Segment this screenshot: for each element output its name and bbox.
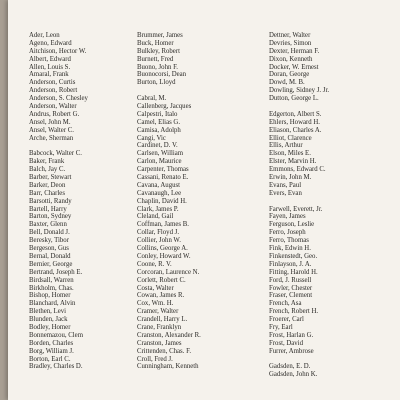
name-entry: Fitting, Harold H. (269, 268, 318, 276)
name-entry: Beresky, Tibor (29, 237, 69, 245)
name-entry: Cranston, James (137, 339, 182, 347)
name-entry: Babcock, Walter C. (29, 150, 82, 158)
name-entry: Elster, Marvin H. (269, 158, 317, 166)
name-entry: Fowler, Chester (269, 284, 313, 292)
name-entry: Calpestri, Italo (137, 110, 178, 118)
name-entry: Bartell, Harry (29, 205, 67, 213)
name-entry: Coffman, James B. (137, 221, 189, 229)
name-entry: Doran, George (269, 71, 310, 79)
name-entry: Carpenter, Thomas (137, 166, 189, 174)
name-entry: Ferguson, Leslie (269, 221, 315, 229)
name-entry: Buonocorsi, Dean (137, 71, 187, 79)
name-entry: Cassani, Renato E. (137, 174, 189, 182)
name-entry: Fry, Earl (269, 323, 293, 331)
name-entry: Corlett, Robert C. (137, 276, 186, 284)
name-entry: Barsotti, Randy (29, 197, 72, 205)
name-entry: Frost, David (269, 339, 303, 347)
name-entry: Albert, Edward (29, 55, 71, 63)
name-entry: Ford, J. Russell (269, 276, 312, 284)
name-entry: Cavanaugh, Lee (137, 189, 182, 197)
name-entry: Fink, Edwin H. (269, 245, 311, 253)
name-entry: Bergeson, Gus (29, 245, 69, 253)
name-entry: Barber, Stewart (29, 174, 72, 182)
name-entry: Cox, Wm. H. (137, 300, 174, 308)
name-entry: Cabral, M. (137, 95, 167, 103)
name-entry: Ageno, Edward (29, 39, 72, 47)
name-entry: Coone, R. V. (137, 260, 172, 268)
name-entry: Finlayson, J. A. (269, 260, 312, 268)
name-entry: Finkenstedt, Geo. (269, 252, 318, 260)
name-entry: Collar, Floyd J. (137, 229, 180, 237)
name-entry: Docker, W. Ernest (269, 63, 319, 71)
name-entry: Allen, Louis S. (29, 63, 71, 71)
name-entry: Cowan, James R. (137, 292, 185, 300)
name-entry: Evans, Paul (269, 181, 302, 189)
name-entry: Ferro, Joseph (269, 229, 306, 237)
name-entry: Collier, John W. (137, 237, 181, 245)
name-entry: Arche, Sherman (29, 134, 74, 142)
name-entry: Crane, Franklyn (137, 323, 182, 331)
name-entry: French, Robert H. (269, 308, 319, 316)
name-entry: Collins, George A. (137, 245, 188, 253)
name-entry: Bradley, Charles D. (29, 363, 83, 371)
section-gap (269, 356, 329, 364)
name-entry: Bernal, Donald (29, 252, 71, 260)
name-entry: Barker, Deon (29, 181, 66, 189)
name-entry: Elson, Miles E. (269, 150, 311, 158)
name-entry: Blethen, Levi (29, 308, 66, 316)
name-entry: Conley, Howard W. (137, 252, 191, 260)
name-entry: Corcoran, Laurence N. (137, 268, 200, 276)
name-entry: Camel, Elias G. (137, 118, 181, 126)
name-entry: Burton, Lloyd (137, 79, 176, 87)
name-entry: Cardinet, D. V. (137, 142, 178, 150)
name-entry: Dettner, Walter (269, 32, 311, 39)
name-entry: Ader, Leon (29, 32, 60, 39)
name-entry: Croll, Fred J. (137, 355, 173, 363)
name-entry: Clark, James P. (137, 205, 179, 213)
name-entry: Dowd, M. B. (269, 79, 305, 87)
name-entry: Baker, Frank (29, 158, 65, 166)
name-entry: Amaral, Frank (29, 71, 69, 79)
section-gap (137, 87, 201, 95)
name-entry: Gadsden, John K. (269, 371, 318, 379)
name-entry: Cangi, Vic (137, 134, 166, 142)
name-entry: Callenberg, Jacques (137, 103, 192, 111)
name-entry: Furrer, Ambrose (269, 347, 314, 355)
name-entry: Cramer, Walter (137, 308, 179, 316)
name-entry: Borden, Charles (29, 339, 74, 347)
name-entry: Farwell, Everett, Jr. (269, 205, 323, 213)
name-entry: Dexter, Herman F. (269, 47, 320, 55)
name-entry: Buono, John F. (137, 63, 179, 71)
section-gap (269, 103, 329, 111)
section-gap (269, 198, 329, 206)
name-entry: Anderson, Walter (29, 103, 77, 111)
name-entry: Dutton, George L. (269, 95, 319, 103)
name-entry: Cleland, Gail (137, 213, 174, 221)
name-entry: Chaplin, David H. (137, 197, 187, 205)
name-entry: Ferro, Thomas (269, 237, 309, 245)
name-entry: Crittenden, Chas. F. (137, 347, 192, 355)
name-entry: Cranston, Alexander R. (137, 331, 201, 339)
name-entry: Ellis, Arthur (269, 142, 303, 150)
name-entry: Anderson, Curtis (29, 79, 76, 87)
name-entry: Balch, Jay C. (29, 166, 66, 174)
name-entry: Emmons, Edward C. (269, 166, 326, 174)
name-entry: Aitchison, Hector W. (29, 47, 87, 55)
name-entry: Birkholm, Chas. (29, 284, 74, 292)
name-entry: Devries, Simon (269, 39, 312, 47)
name-column-3 (269, 32, 329, 379)
name-entry: Blunden, Jack (29, 316, 68, 324)
name-entry: Ehlers, Howard H. (269, 118, 320, 126)
name-entry: Borg, William J. (29, 347, 74, 355)
section-gap (29, 142, 88, 150)
name-entry: Bell, Donald J. (29, 229, 70, 237)
name-entry: Bodley, Homer (29, 323, 71, 331)
name-entry: Bonnemazou, Clem (29, 331, 83, 339)
name-entry: Bishop, Homer (29, 292, 71, 300)
name-entry: Cunningham, Kenneth (137, 363, 199, 371)
name-entry: Fraser, Clement (269, 292, 313, 300)
name-entry: Bernier, George (29, 260, 73, 268)
name-entry: Crandell, Harry L. (137, 316, 188, 324)
name-entry: Brummer, James (137, 32, 183, 39)
name-entry: Burnett, Fred (137, 55, 174, 63)
name-entry: Ansel, John M. (29, 118, 71, 126)
name-entry: Eliason, Charles A. (269, 126, 322, 134)
name-entry: Frost, Harlan G. (269, 331, 314, 339)
document-page (8, 0, 400, 400)
name-entry: Ansel, Walter C. (29, 126, 75, 134)
name-entry: Camisa, Adolph (137, 126, 181, 134)
name-entry: Anderson, S. Chesley (29, 95, 88, 103)
name-entry: Baxter, Glenn (29, 221, 67, 229)
name-entry: Bertrand, Joseph E. (29, 268, 83, 276)
name-column-1 (29, 32, 88, 371)
name-entry: Erwin, John M. (269, 174, 312, 182)
name-entry: Gadsden, E. D. (269, 363, 311, 371)
name-entry: French, Asa (269, 300, 302, 308)
name-entry: Froerer, Carl (269, 316, 304, 324)
name-entry: Birdsall, Warren (29, 276, 74, 284)
name-entry: Borton, Earl C. (29, 355, 71, 363)
name-entry: Buck, Homer (137, 39, 174, 47)
name-entry: Fayen, James (269, 213, 306, 221)
name-column-2 (137, 32, 201, 371)
name-entry: Carlon, Maurice (137, 158, 182, 166)
name-entry: Barr, Charles (29, 189, 65, 197)
name-entry: Elliot, Clarence (269, 134, 312, 142)
name-entry: Edgerton, Albert S. (269, 110, 322, 118)
name-entry: Cavana, August (137, 181, 181, 189)
name-entry: Evers, Evan (269, 189, 302, 197)
name-entry: Dixon, Kenneth (269, 55, 313, 63)
name-entry: Carlsen, William (137, 150, 184, 158)
name-entry: Bulkley, Robert (137, 47, 180, 55)
name-entry: Andrus, Robert G. (29, 110, 80, 118)
name-entry: Dowling, Sidney J. Jr. (269, 87, 330, 95)
name-entry: Blanchard, Alvin (29, 300, 76, 308)
name-entry: Costa, Walter (137, 284, 174, 292)
name-entry: Barton, Sydney (29, 213, 72, 221)
name-entry: Anderson, Robert (29, 87, 78, 95)
